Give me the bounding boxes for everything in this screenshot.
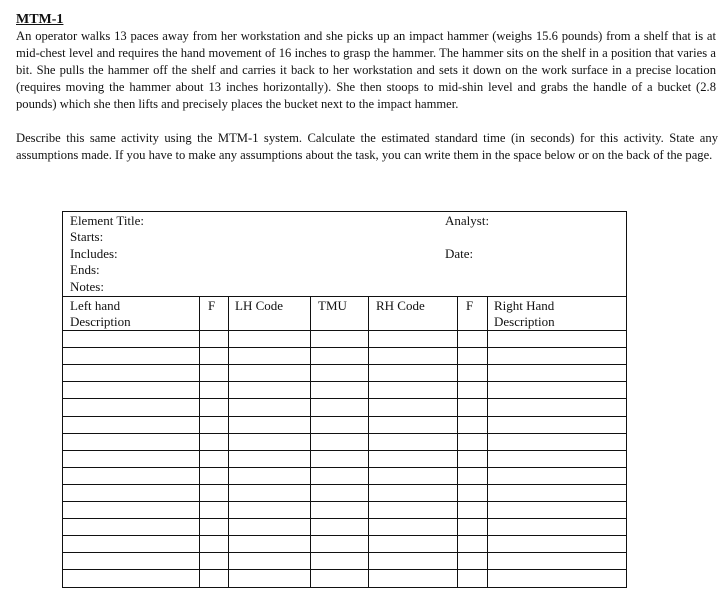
- column-divider: [457, 296, 458, 587]
- problem-text: [16, 12, 718, 164]
- table-row-line: [63, 398, 626, 399]
- notes-label: Notes:: [70, 279, 104, 294]
- table-row-line: [63, 416, 626, 417]
- column-divider: [368, 296, 369, 587]
- left-frequency-heading: F: [208, 298, 216, 313]
- lh-code-heading: LH Code: [235, 298, 284, 313]
- table-row-line: [63, 347, 626, 348]
- column-divider: [199, 296, 200, 587]
- table-row-line: [63, 450, 626, 451]
- table-row-line: [63, 330, 626, 331]
- problem-title: MTM-1: [16, 12, 64, 27]
- tmu-heading: TMU: [318, 298, 347, 313]
- analyst-label: Analyst:: [445, 213, 490, 228]
- table-row-line: [63, 552, 626, 553]
- table-row-line: [63, 569, 626, 570]
- column-divider: [487, 296, 488, 587]
- rh-code-heading: RH Code: [376, 298, 425, 313]
- column-divider: [228, 296, 229, 587]
- includes-label: Includes:: [70, 246, 118, 261]
- table-row-line: [63, 518, 626, 519]
- element-title-label: Element Title:: [70, 213, 145, 228]
- mtm-worksheet: [62, 211, 627, 588]
- table-row-line: [63, 381, 626, 382]
- date-label: Date:: [445, 246, 474, 261]
- right-hand-heading: Right Hand Description: [494, 298, 555, 329]
- left-hand-heading: Left hand Description: [70, 298, 131, 329]
- right-frequency-heading: F: [466, 298, 474, 313]
- problem-instructions: Describe this same activity using the MTM-1 system. Calculate the estimated standard time (in seconds) for this activity. State any assumptions made. If you have to make any assumptions about the task, you can write them in the space below or on the back of the page.: [16, 131, 718, 162]
- table-row-line: [63, 364, 626, 365]
- column-divider: [310, 296, 311, 587]
- worksheet-header: [63, 212, 626, 297]
- table-row-line: [63, 484, 626, 485]
- table-row-line: [63, 535, 626, 536]
- ends-label: Ends:: [70, 262, 100, 277]
- starts-label: Starts:: [70, 229, 104, 244]
- problem-description: An operator walks 13 paces away from her workstation and she picks up an impact hammer (weighs 15.6 pounds) from a shelf that is at mid-chest level and requires the hand movement of 16 inches to grasp the hammer. The hammer sits on the shelf in a position that varies a bit. She pulls the hammer off the shelf and carries it back to her workstation and sets it down on the work surface in a precise location (requires moving the hammer about 13 inches horizontally). She then stoops to mid-shin level and grabs the handle of a bucket (2.8 pounds) which she then lifts and precisely places the bucket next to the impact hammer.: [16, 29, 716, 111]
- table-row-line: [63, 433, 626, 434]
- table-row-line: [63, 467, 626, 468]
- table-row-line: [63, 501, 626, 502]
